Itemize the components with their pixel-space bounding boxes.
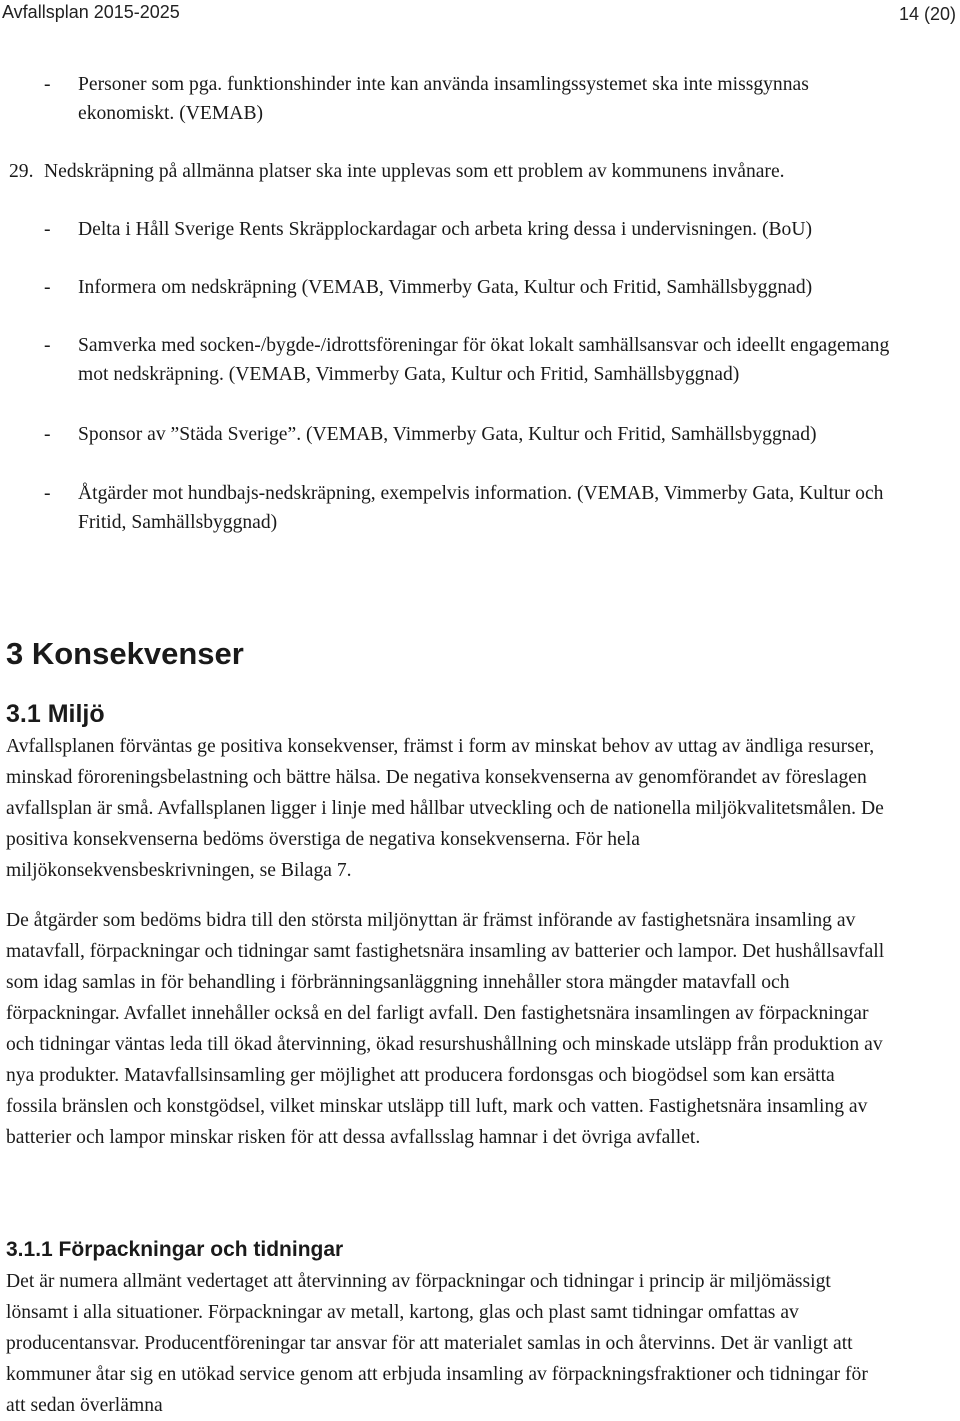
page-number: 14 (20) (898, 4, 956, 24)
bullet-item (44, 273, 900, 302)
section-heading-3-1: 3.1 Miljö (6, 700, 105, 728)
bullet-dash: - (44, 483, 51, 504)
bullet-dash: - (44, 277, 51, 298)
bullet-text: Delta i Håll Sverige Rents Skräpplockardagar och arbeta kring dessa i undervisningen. (BoU) (78, 219, 813, 240)
paragraph: Avfallsplanen förväntas ge positiva konsekvenser, främst i form av minskat behov av uttag av ändliga resurser, minskad föroreningsbelastning och bättre hälsa. De negativa konsekvenserna av genomförandet av föreslagen avfallsplan är små. Avfallsplanen ligger i linje med hållbar utveckling och de nationella miljökvalitetsmålen. De positiva konsekvenserna bedöms överstiga de negativa konsekvenserna. För hela miljökonsekvensbeskrivningen, se Bilaga 7. (6, 736, 884, 881)
numbered-item-29 (9, 157, 900, 186)
bullet-item (44, 70, 900, 128)
paragraph: Det är numera allmänt vedertaget att återvinning av förpackningar och tidningar i princip är miljömässigt lönsamt i alla situationer. Förpackningar av metall, kartong, glas och plast samt tidningar omfattas av producentansvar. Producentföreningar tar ansvar för att materialet samlas in och återvinns. Det är vanligt att kommuner åtar sig en utökad service genom att erbjuda insamling av förpackningsfraktioner och tidningar för att sedan överlämna (6, 1271, 868, 1416)
section-heading-3-1-1: 3.1.1 Förpackningar och tidningar (6, 1238, 344, 1261)
document-title: Avfallsplan 2015-2025 (2, 2, 180, 22)
bullet-text: Samverka med socken-/bygde-/idrottsföreningar för ökat lokalt samhällsansvar och ideellt engagemang mot nedskräpning. (VEMAB, Vimmerby Gata, Kultur och Fritid, Samhällsbyggnad) (78, 335, 890, 385)
bullet-dash: - (44, 74, 51, 95)
bullet-item (44, 420, 900, 449)
paragraph: De åtgärder som bedöms bidra till den största miljönyttan är främst införande av fastighetsnära insamling av matavfall, förpackningar och tidningar samt fastighetsnära insamling av batterier och lampor. Det hushållsavfall som idag samlas in för behandling i förbränningsanläggning innehåller stora mängder matavfall och förpackningar. Avfallet innehåller också en del farligt avfall. Den fastighetsnära insamlingen av förpackningar och tidningar väntas leda till ökad återvinning, ökad resurshushållning och minskade utsläpp från produktion av nya produkter. Matavfallsinsamling ger möjlighet att producera fordonsgas och biogödsel som kan ersätta fossila bränslen och konstgödsel, vilket minskar utsläpp till luft, mark och vatten. Fastighetsnära insamling av batterier och lampor minskar risken för att dessa avfallsslag hamnar i det övriga avfallet. (6, 910, 885, 1148)
bullet-text: Sponsor av ”Städa Sverige”. (VEMAB, Vimmerby Gata, Kultur och Fritid, Samhällsbyggnad) (78, 424, 817, 445)
bullet-item (44, 331, 900, 389)
item-text: Nedskräpning på allmänna platser ska inte upplevas som ett problem av kommunens invånare. (44, 161, 785, 182)
bullet-text: Åtgärder mot hundbajs-nedskräpning, exempelvis information. (VEMAB, Vimmerby Gata, Kultur och Fritid, Samhällsbyggnad) (78, 483, 884, 533)
section-heading-3: 3 Konsekvenser (6, 636, 244, 671)
bullet-dash: - (44, 219, 51, 240)
bullet-dash: - (44, 424, 51, 445)
item-number: 29. (9, 161, 34, 182)
bullet-dash: - (44, 335, 51, 356)
bullet-item (44, 479, 900, 537)
bullet-text: Personer som pga. funktionshinder inte kan använda insamlingssystemet ska inte missgynnas ekonomiskt. (VEMAB) (78, 74, 809, 124)
bullet-text: Informera om nedskräpning (VEMAB, Vimmerby Gata, Kultur och Fritid, Samhällsbyggnad) (78, 277, 813, 298)
page-header (0, 0, 960, 30)
bullet-item (44, 215, 900, 244)
